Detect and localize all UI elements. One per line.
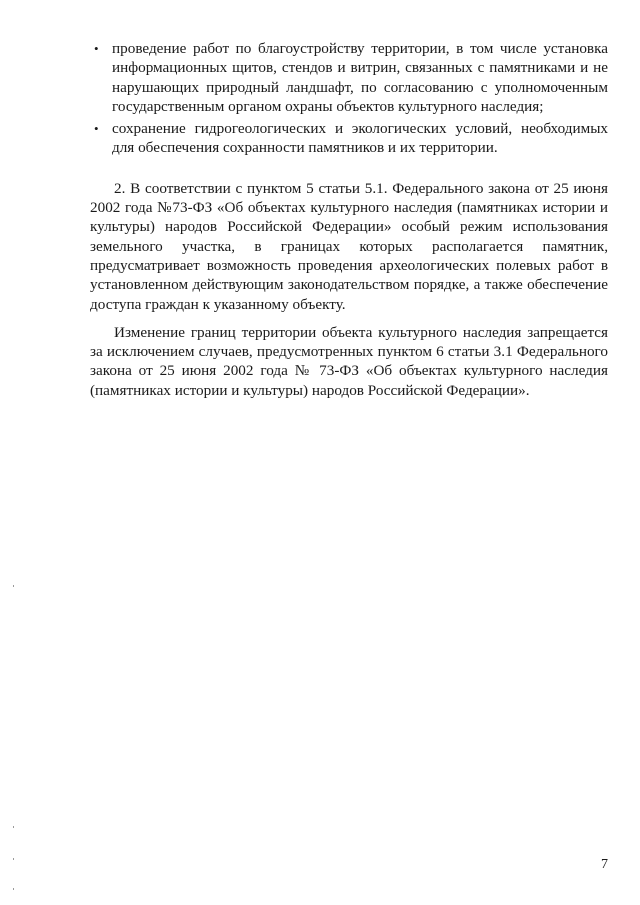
paragraph-boundary-change: Изменение границ территории объекта культурного наследия запрещается за исключением случаев, предусмотренных пунктом 6 статьи 3.1 Федерального закона от 25 июня 2002 года № 73-ФЗ «Об объектах культурного наследия (памятниках истории и культуры) народов Российской Федерации». (90, 323, 608, 399)
bullet-item (90, 119, 608, 158)
bullet-marker: • (94, 121, 99, 137)
page-number: 7 (601, 857, 608, 872)
scan-artifact (13, 585, 14, 587)
bullet-list (90, 39, 608, 158)
scan-artifact (13, 826, 14, 828)
document-body (90, 39, 608, 400)
bullet-item (90, 39, 608, 116)
paragraph-section-2: 2. В соответствии с пунктом 5 статьи 5.1. Федерального закона от 25 июня 2002 года №73-ФЗ «Об объектах культурного наследия (памятниках истории и культуры) народов Российской Федерации» особый режим использования земельного участка, в границах которых располагается памятник, предусматривает возможность проведения археологических полевых работ в установленном действующим законодательством порядке, а также обеспечение доступа граждан к указанному объекту. (90, 179, 608, 313)
bullet-text: проведение работ по благоустройству территории, в том числе установка информационных щитов, стендов и витрин, связанных с памятниками и не нарушающих природный ландшафт, по согласованию с уполномоченным государственным органом охраны объектов культурного наследия; (112, 40, 608, 115)
bullet-text: сохранение гидрогеологических и экологических условий, необходимых для обеспечения сохранности памятников и их территории. (112, 120, 608, 157)
scan-artifact (13, 858, 14, 860)
bullet-marker: • (94, 41, 99, 56)
scan-artifact (13, 888, 14, 890)
